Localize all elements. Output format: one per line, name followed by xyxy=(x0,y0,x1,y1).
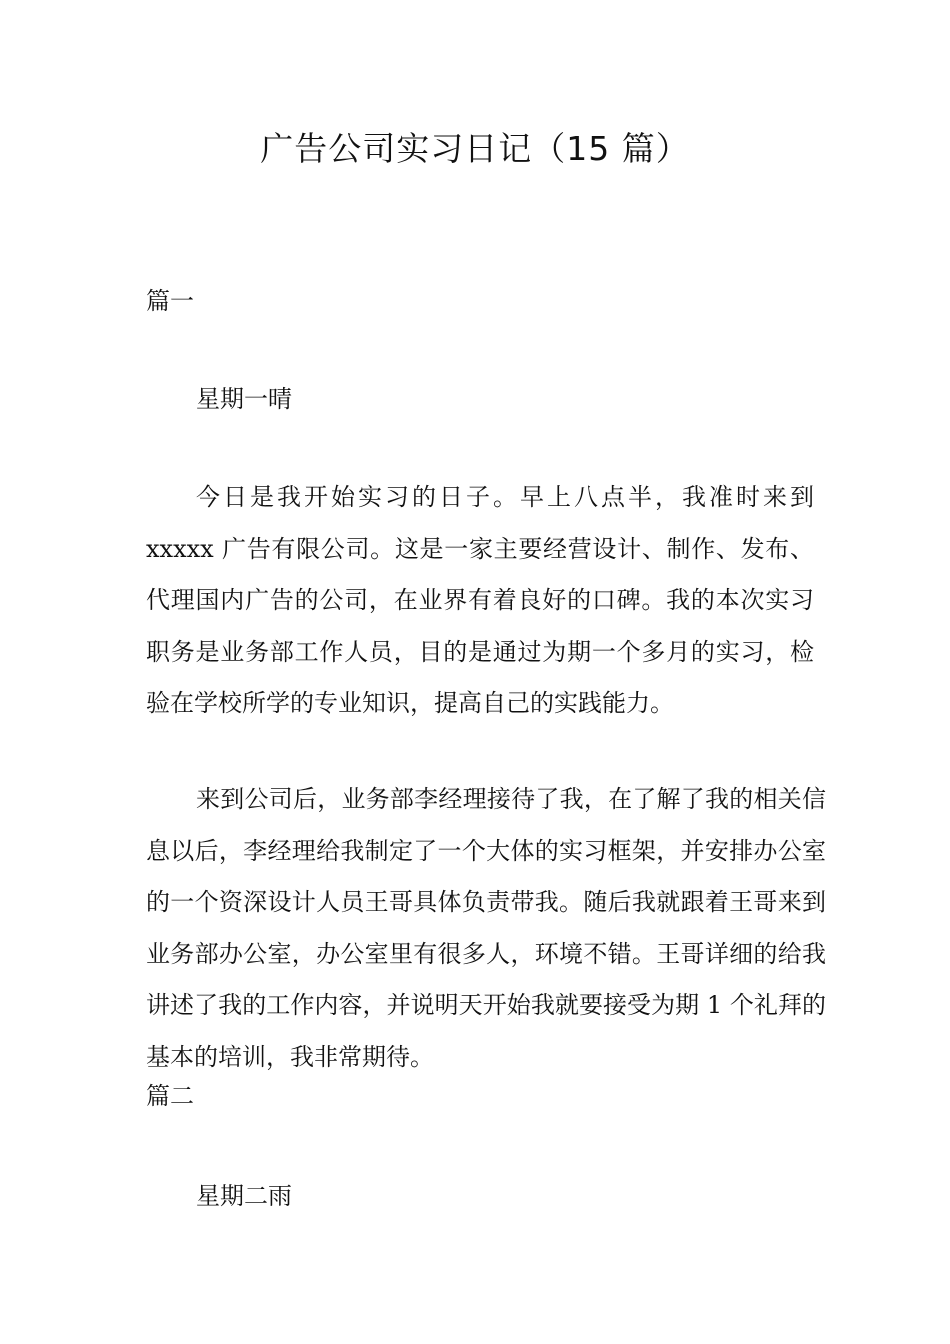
section-label-1: 篇一 xyxy=(146,287,194,315)
section-label-2: 篇二 xyxy=(146,1082,194,1110)
document-title: 广告公司实习日记（15 篇） xyxy=(260,129,690,168)
paragraph-1: 今日是我开始实习的日子。早上八点半，我准时来到 xxxxx 广告有限公司。这是一家主要经营设计、制作、发布、代理国内广告的公司，在业界有着良好的口碑。我的本次实习职务是业务部工作人员，目的是通过为期一个多月的实习，检验在学校所学的专业知识，提高自己的实践能力。 xyxy=(146,483,814,717)
section-subheading-1: 星期一晴 xyxy=(196,385,292,413)
section-subheading-2: 星期二雨 xyxy=(196,1182,292,1210)
paragraph-2: 来到公司后，业务部李经理接待了我，在了解了我的相关信息以后，李经理给我制定了一个大体的实习框架，并安排办公室的一个资深设计人员王哥具体负责带我。随后我就跟着王哥来到业务部办公室，办公室里有很多人，环境不错。王哥详细的给我讲述了我的工作内容，并说明天开始我就要接受为期 1 个礼拜的基本的培训，我非常期待。 xyxy=(146,785,826,1071)
